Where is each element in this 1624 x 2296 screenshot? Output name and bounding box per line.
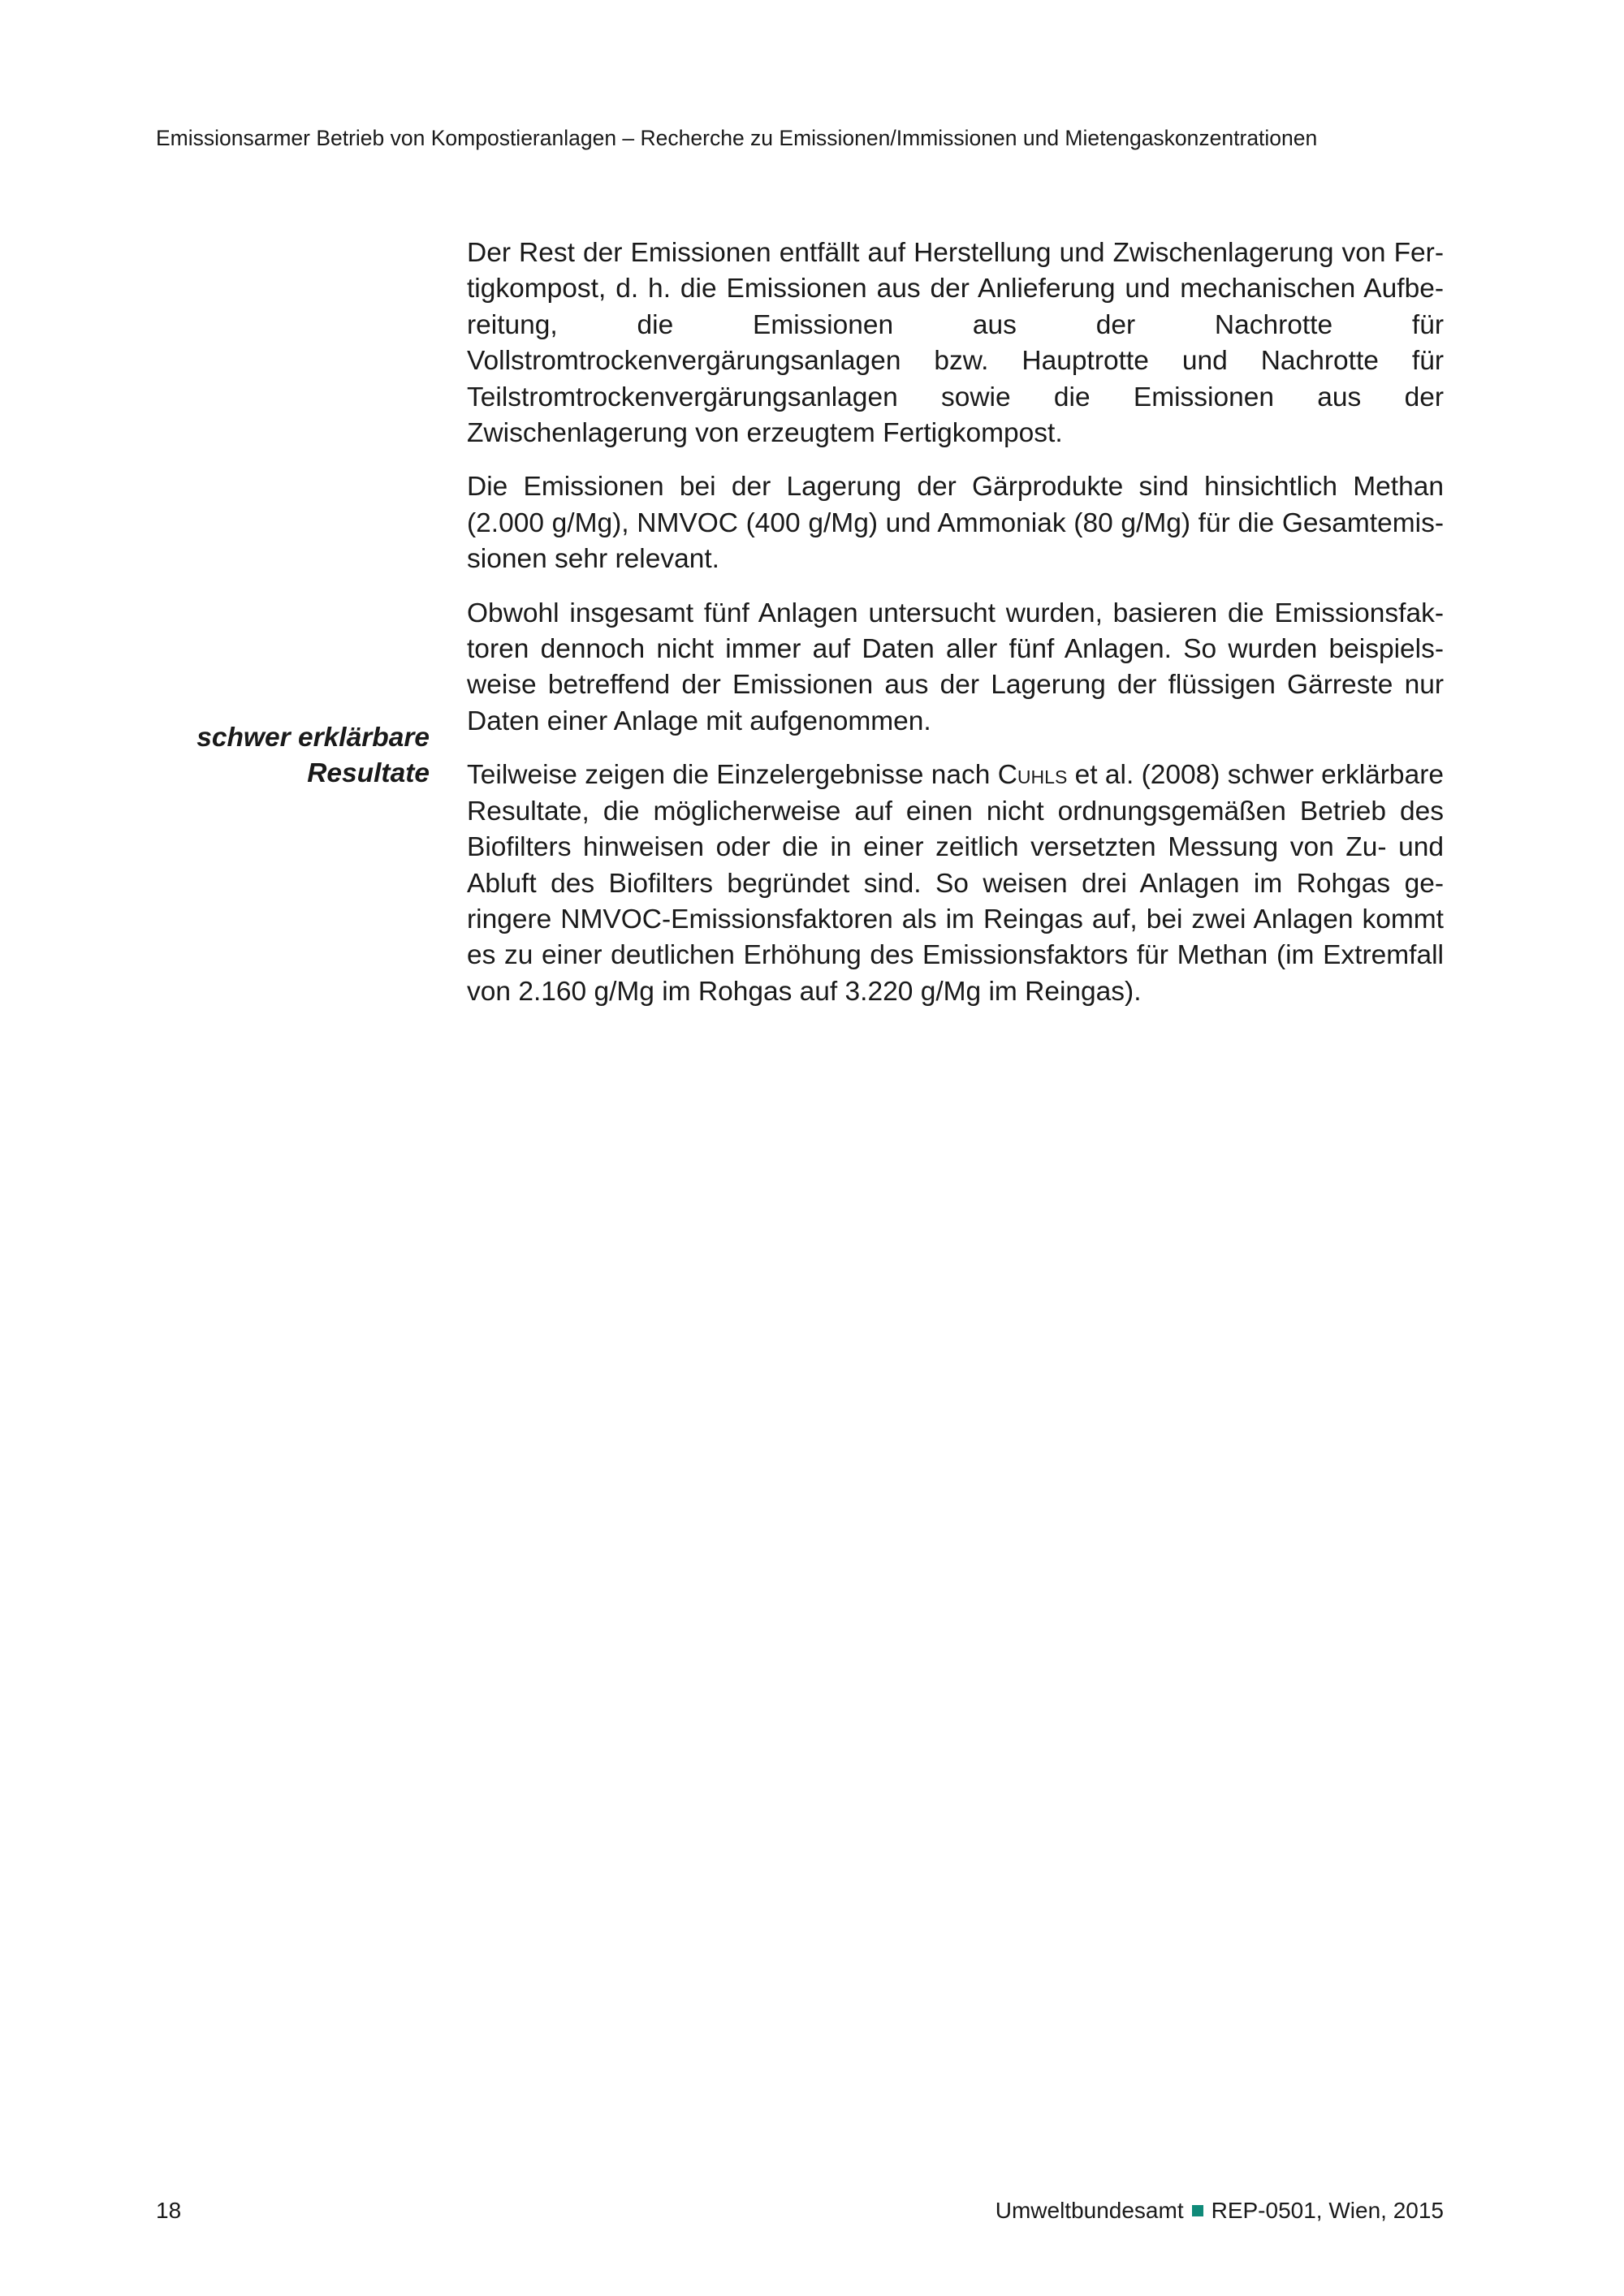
paragraph-resultate: [467, 757, 1444, 1010]
page-number: 18: [156, 2198, 182, 2223]
margin-note-line-1: schwer erklärbare: [197, 723, 430, 753]
margin-note: [137, 720, 430, 792]
margin-note-line-2: Resultate: [307, 758, 430, 789]
paragraph-resultate-start: Teilweise zeigen die Einzelergebnisse nach: [467, 760, 998, 791]
paragraph-rest-emissions: Der Rest der Emissionen entfällt auf Herstellung und Zwischenlagerung von Fertigkompost, d. h. die Emissionen aus der Anlieferung und mechanischen Aufbereitung, die Emissionen aus der Nachrotte für Vollstromtrockenvergärungsanlagen bzw. Hauptrotte und Nachrotte für Teilstromtrockenvergärungsanlagen sowie die Emissionen aus der Zwischenlagerung von erzeugtem Fertigkompost.: [467, 238, 1444, 449]
footer-publisher: Umweltbundesamt: [995, 2198, 1184, 2223]
running-header: Emissionsarmer Betrieb von Kompostieranlagen – Recherche zu Emissionen/Immissionen und Mietengaskonzentrationen: [156, 126, 1318, 150]
paragraph-resultate-end: et al. (2008) schwer erklärbare Resultate, die möglicherweise auf einen nicht ordnungsgemäßen Betrieb des Biofilters hinweisen oder die in einer zeitlich versetzten Messung von Zu- und Abluft des Biofilters begründet sind. So weisen drei Anlagen im Rohgas geringere NMVOC-Emissionsfaktoren als im Reingas auf, bei zwei Anlagen kommt es zu einer deutlichen Erhöhung des Emissionsfaktors für Methan (im Extremfall von 2.160 g/Mg im Rohgas auf 3.220 g/Mg im Reingas).: [467, 760, 1444, 1007]
footer-report-info: REP-0501, Wien, 2015: [1211, 2198, 1444, 2223]
paragraph-fuenf-anlagen: Obwohl insgesamt fünf Anlagen untersucht wurden, basieren die Emissionsfaktoren dennoch nicht immer auf Daten aller fünf Anlagen. So wurden beispielsweise betreffend der Emissionen aus der Lagerung der flüssigen Gärreste nur Daten einer Anlage mit aufgenommen.: [467, 598, 1444, 736]
paragraph-gaerprodukte: Die Emissionen bei der Lagerung der Gärprodukte sind hinsichtlich Methan (2.000 g/Mg), NMVOC (400 g/Mg) und Ammoniak (80 g/Mg) für die Gesamtemissionen sehr relevant.: [467, 472, 1444, 575]
author-citation: Cuhls: [997, 760, 1068, 791]
body-text: [467, 235, 1444, 1028]
square-bullet-icon: [1192, 2205, 1203, 2216]
footer-publisher-info: [996, 2196, 1444, 2225]
